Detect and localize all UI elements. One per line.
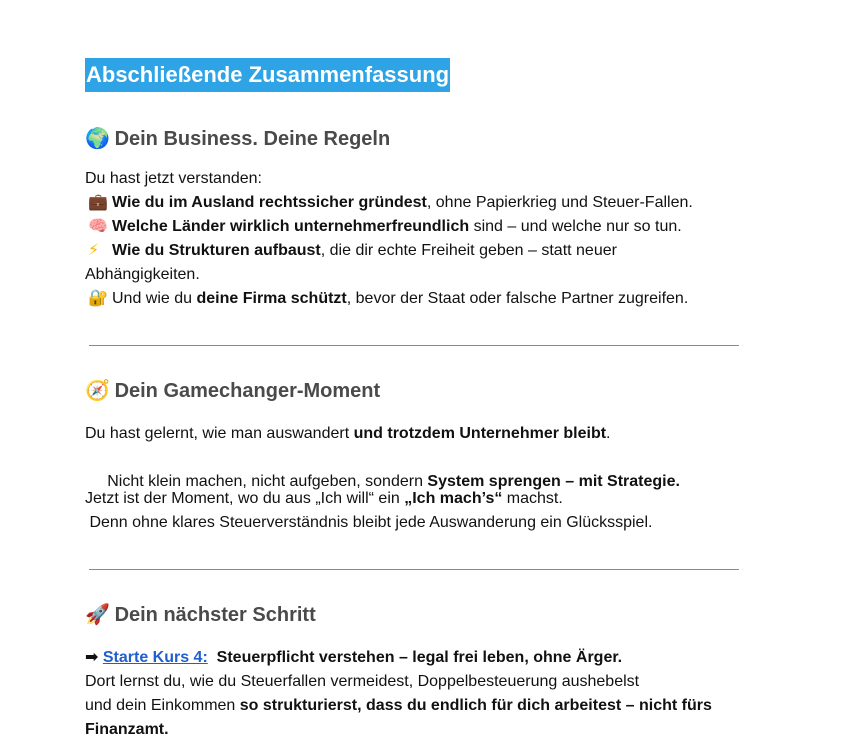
text: machst. <box>502 490 563 507</box>
text-bold: „Ich mach’s“ <box>404 490 503 507</box>
intro-text: Du hast jetzt verstanden: <box>85 170 262 187</box>
item-continuation: Abhängigkeiten. <box>85 266 200 283</box>
divider <box>89 569 739 570</box>
section-heading-text: Dein Gamechanger-Moment <box>114 380 381 402</box>
paragraph-line <box>85 422 611 446</box>
paragraph-line <box>85 718 169 742</box>
item-bold: Wie du im Ausland rechtssicher gründest <box>112 194 427 211</box>
section-heading-text: Dein nächster Schritt <box>114 604 316 626</box>
item-text: Und wie du <box>112 290 197 307</box>
arrow-right-icon: ➡ <box>85 649 99 666</box>
compass-icon: 🧭 <box>85 380 110 402</box>
list-item <box>85 191 693 215</box>
text-bold: und trotzdem Unternehmer bleibt <box>353 425 607 442</box>
item-text: , bevor der Staat oder falsche Partner zugreifen. <box>346 290 689 307</box>
list-item <box>85 239 617 263</box>
paragraph-line <box>85 487 563 511</box>
divider <box>89 345 739 346</box>
globe-icon: 🌍 <box>85 128 110 150</box>
item-bold: Wie du Strukturen aufbaust <box>112 242 321 259</box>
item-text: sind – und welche nur so tun. <box>469 218 682 235</box>
text: Nicht klein machen, nicht aufgeben, sondern <box>102 473 428 490</box>
page-title: Abschließende Zusammenfassung <box>85 58 450 92</box>
section-heading-text: Dein Business. Deine Regeln <box>114 128 391 150</box>
text: Du hast gelernt, wie man auswandert <box>85 425 354 442</box>
text-bold: System sprengen – mit Strategie. <box>427 473 680 490</box>
paragraph-line: Denn ohne klares Steuerverständnis bleibt jede Auswanderung ein Glücksspiel. <box>85 514 653 531</box>
item-bold: deine Firma schützt <box>196 290 347 307</box>
section-heading-next-step <box>85 602 316 628</box>
paragraph-line <box>85 694 712 718</box>
item-text: , ohne Papierkrieg und Steuer-Fallen. <box>426 194 693 211</box>
item-text: , die dir echte Freiheit geben – statt neuer <box>320 242 617 259</box>
item-bold: Welche Länder wirklich unternehmerfreundlich <box>112 218 470 235</box>
list-item <box>85 215 682 239</box>
rocket-icon: 🚀 <box>85 604 110 626</box>
text-bold: so strukturierst, dass du endlich für dich arbeitest – nicht fürs <box>239 697 712 714</box>
text: . <box>606 425 611 442</box>
briefcase-icon: 💼 <box>88 194 108 211</box>
paragraph-line: Dort lernst du, wie du Steuerfallen vermeidest, Doppelbesteuerung aushebelst <box>85 673 640 690</box>
next-course-line <box>85 646 622 670</box>
lightning-icon: ⚡ <box>88 242 100 259</box>
brain-icon: 🧠 <box>88 218 108 235</box>
section-heading-gamechanger <box>85 378 380 404</box>
text: und dein Einkommen <box>85 697 240 714</box>
text-bold: Finanzamt. <box>85 721 169 738</box>
course-4-link[interactable]: Starte Kurs 4: <box>102 649 208 666</box>
section-heading-business <box>85 126 390 152</box>
text: Jetzt ist der Moment, wo du aus „Ich will“ ein <box>85 490 405 507</box>
course-title: Steuerpflicht verstehen – legal frei leben, ohne Ärger. <box>216 649 623 666</box>
lock-icon: 🔐 <box>88 290 108 307</box>
list-item <box>85 287 688 311</box>
